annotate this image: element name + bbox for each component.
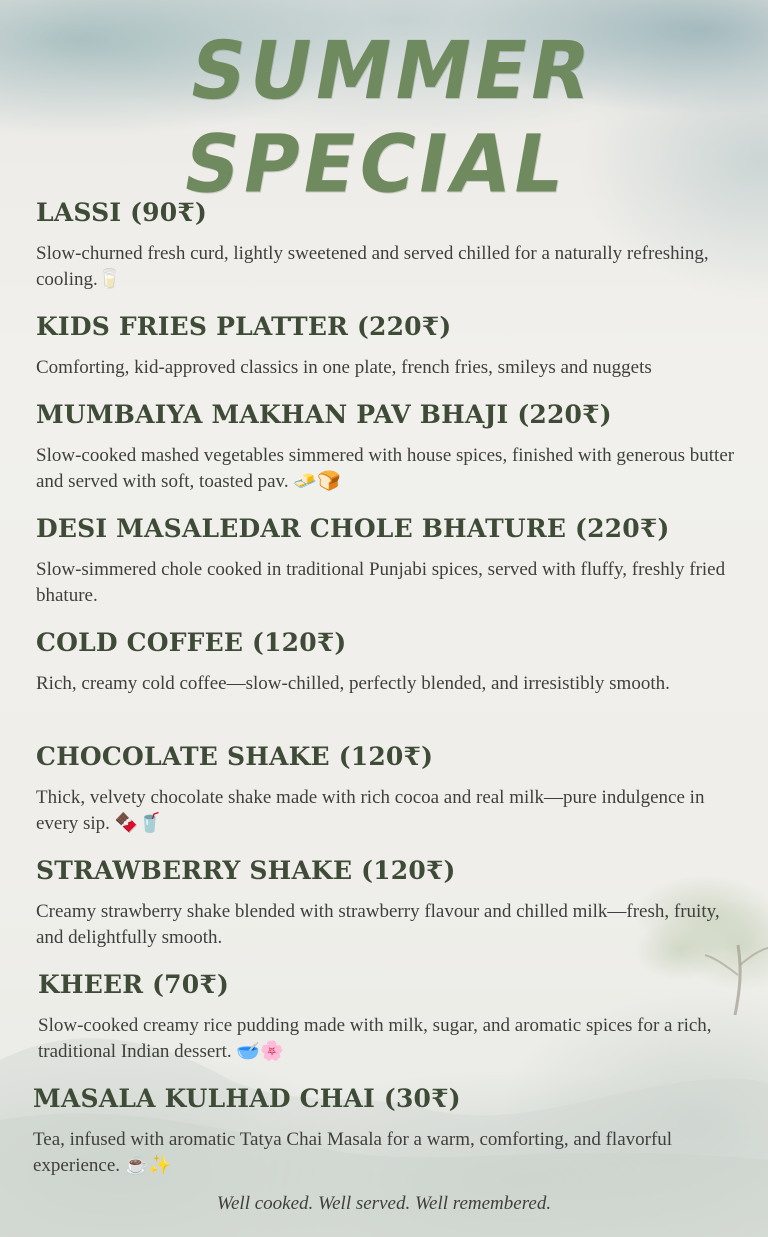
- menu-item: [36, 741, 746, 837]
- menu-item-name: CHOCOLATE SHAKE (120₹): [36, 742, 434, 771]
- menu-item-name: KHEER (70₹): [38, 970, 229, 999]
- menu-item: [38, 969, 748, 1065]
- menu-item-description: Slow-simmered chole cooked in traditional Punjabi spices, served with fluffy, freshly fried bhature.: [36, 559, 726, 606]
- menu-item: [36, 855, 746, 951]
- menu-item: [33, 1083, 743, 1179]
- menu-item-description: Tea, infused with aromatic Tatya Chai Masala for a warm, comforting, and flavorful experience. ☕✨: [33, 1129, 673, 1176]
- menu-item: [36, 513, 746, 609]
- menu-item: [36, 627, 746, 697]
- menu-item-name: MUMBAIYA MAKHAN PAV BHAJI (220₹): [36, 400, 612, 429]
- menu-item-name: KIDS FRIES PLATTER (220₹): [36, 312, 452, 341]
- menu-item-name: COLD COFFEE (120₹): [36, 628, 347, 657]
- menu-item-description: Creamy strawberry shake blended with strawberry flavour and chilled milk—fresh, fruity, and delightfully smooth.: [36, 901, 720, 948]
- menu-item: [36, 311, 746, 381]
- menu-item-description: Thick, velvety chocolate shake made with rich cocoa and real milk—pure indulgence in every sip. 🍫🥤: [36, 787, 705, 834]
- menu-item-description: Comforting, kid-approved classics in one plate, french fries, smileys and nuggets: [36, 357, 652, 378]
- menu-item-name: LASSI (90₹): [36, 198, 207, 227]
- menu-item-description: Slow-cooked mashed vegetables simmered with house spices, finished with generous butter and served with soft, toasted pav. 🧈🍞: [36, 445, 735, 492]
- menu-item: [36, 399, 746, 495]
- menu-item-description: Rich, creamy cold coffee—slow-chilled, perfectly blended, and irresistibly smooth.: [36, 673, 670, 694]
- menu-item-name: DESI MASALEDAR CHOLE BHATURE (220₹): [36, 514, 670, 543]
- menu-item-description: Slow-cooked creamy rice pudding made with milk, sugar, and aromatic spices for a rich, traditional Indian dessert. 🥣🌸: [38, 1015, 712, 1062]
- menu-title: SUMMER SPECIAL: [176, 23, 602, 211]
- menu-item-name: MASALA KULHAD CHAI (30₹): [33, 1084, 461, 1113]
- tagline: Well cooked. Well served. Well remembered.: [216, 1193, 552, 1214]
- menu-item: [36, 197, 746, 293]
- menu-item-description: Slow-churned fresh curd, lightly sweetened and served chilled for a naturally refreshing, cooling.🥛: [36, 243, 709, 290]
- menu-item-name: STRAWBERRY SHAKE (120₹): [36, 856, 456, 885]
